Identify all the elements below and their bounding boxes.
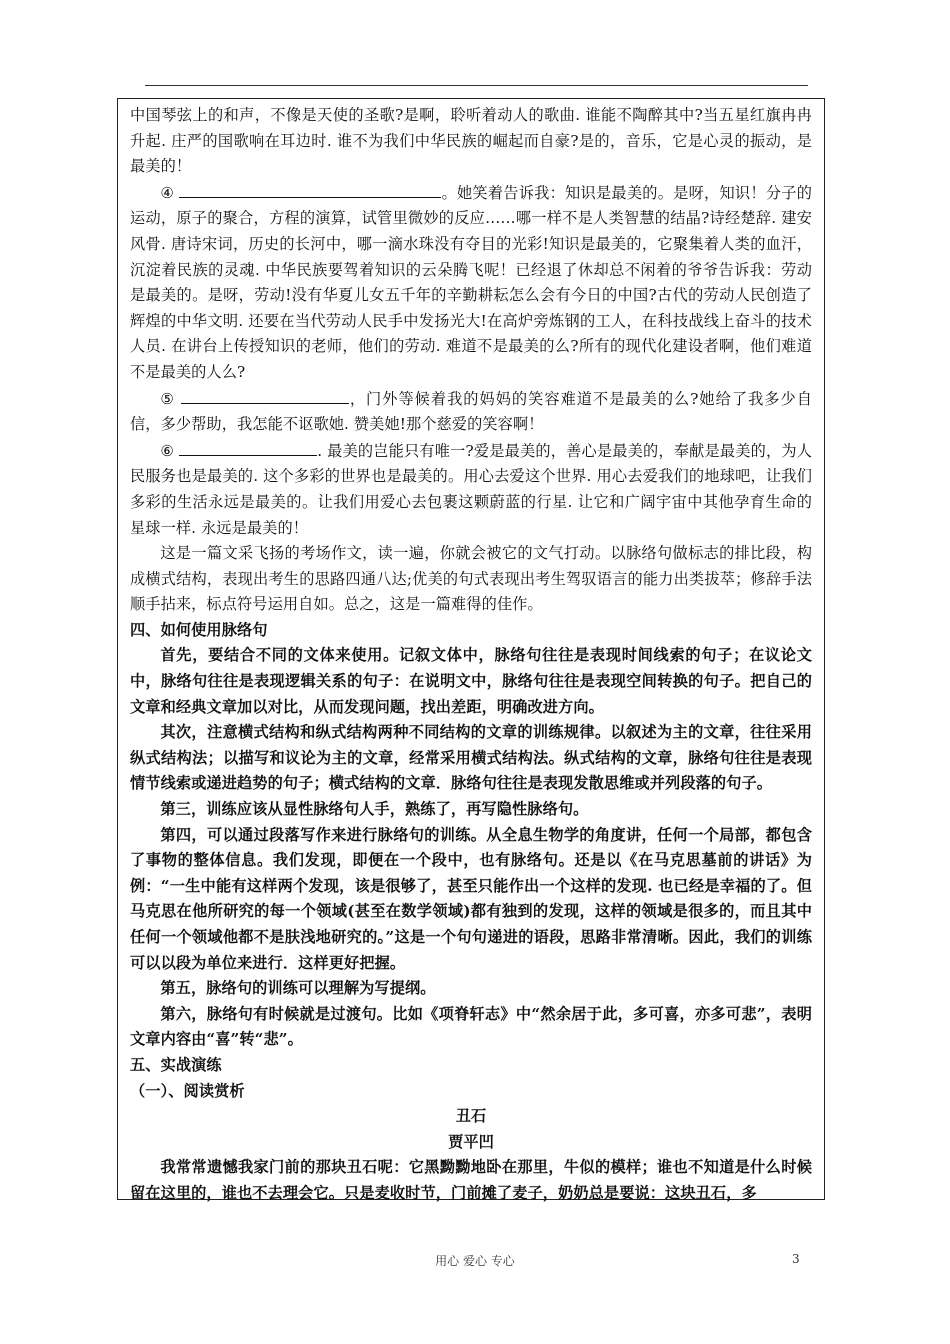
section-4-point-1: 首先，要结合不同的文体来使用。记叙文体中，脉络句往往是表现时间线索的句子；在议论文中，脉络句往往是表现逻辑关系的句子：在说明文中，脉络句往往是表现空间转换的句子。把自己的文章和经典文章加以对比，从而发现问题，找出差距，明确改进方向。 [130, 646, 812, 716]
item-number-4: ④ [160, 183, 175, 202]
section-4-point-4: 第四，可以通过段落写作来进行脉络句的训练。从全息生物学的角度讲，任何一个局部，都包含了事物的整体信息。我们发现，即便在一个段中，也有脉络句。还是以《在马克思墓前的讲话》为例：“一生中能有这样两个发现，该是很够了，甚至只能作出一个这样的发现. 也已经是幸福的了。但马克思在他所研究的每一个领域(甚至在数学领域)都有独到的发现，这样的领域是很多的，而且其中任何一个领域他都不是肤浅地研究的。”这是一个句句递进的语段，思路非常清晰。因此，我们的训练可以以段为单位来进行．这样更好把握。 [130, 825, 812, 972]
section-5-subheading: （一）、阅读赏析 [130, 1081, 245, 1100]
answer-blank-6[interactable] [179, 438, 317, 456]
section-4-point-5: 第五，脉络句的训练可以理解为写提纲。 [160, 979, 436, 998]
paragraph-knowledge-text: 。她笑着告诉我：知识是最美的。是呀，知识！分子的运动，原子的聚合，方程的演算，试管里微妙的反应……哪一样不是人类智慧的结晶?诗经楚辞. 建安风骨. 唐诗宋词，历史的长河中，哪一滴水珠没有夺目的光彩!知识是最美的，它聚集着人类的血汗，沉淀着民族的灵魂. 中华民族要驾着知识的云朵腾飞呢！已经退了休却总不闲着的爷爷告诉我：劳动是最美的。是呀，劳动!没有华夏儿女五千年的辛勤耕耘怎么会有今日的中国?古代的劳动人民创造了辉煌的中华文明. 还要在当代劳动人民手中发扬光大!在高炉旁炼钢的工人，在科技战线上奋斗的技术人员. 在讲台上传授知识的老师，他们的劳动. 难道不是最美的么?所有的现代化建设者啊，他们难道不是最美的人么? [130, 183, 812, 381]
content-frame [117, 98, 825, 1200]
section-4-heading: 四、如何使用脉络句 [130, 620, 268, 639]
article-title: 丑石 [455, 1107, 487, 1126]
paragraph-love [130, 438, 812, 541]
item-number-5: ⑤ [160, 389, 176, 408]
header-rule [145, 85, 808, 86]
paragraph-knowledge [130, 180, 812, 386]
answer-blank-4[interactable] [179, 180, 441, 198]
paragraph-music: 中国琴弦上的和声，不像是天使的圣歌?是啊，聆听着动人的歌曲. 谁能不陶醉其中?当五星红旗冉冉升起. 庄严的国歌响在耳边时. 谁不为我们中华民族的崛起而自豪?是的，音乐，它是心灵的振动，是最美的！ [130, 106, 812, 176]
answer-blank-5[interactable] [181, 386, 349, 404]
footer-slogan: 用心 爱心 专心 [435, 1254, 515, 1268]
section-4-point-2: 其次，注意横式结构和纵式结构两种不同结构的文章的训练规律。以叙述为主的文章，往往采用纵式结构法；以描写和议论为主的文章，经常采用横式结构法。纵式结构的文章，脉络句往往是表现情节线索或递进趋势的句子；横式结构的文章．脉络句往往是表现发散思维或并列段落的句子。 [130, 723, 812, 793]
section-5-heading: 五、实战演练 [130, 1055, 222, 1074]
section-4-point-3: 第三，训练应该从显性脉络句人手，熟练了，再写隐性脉络句。 [160, 800, 589, 819]
paragraph-comment: 这是一篇文采飞扬的考场作文，读一遍，你就会被它的文气打动。以脉络句做标志的排比段，构成横式结构，表现出考生的思路四通八达;优美的句式表现出考生驾驭语言的能力出类拔萃；修辞手法顺手拈来，标点符号运用自如。总之，这是一篇难得的佳作。 [130, 544, 812, 614]
item-number-6: ⑥ [160, 441, 175, 460]
section-4-point-6: 第六，脉络句有时候就是过渡句。比如《项脊轩志》中“然余居于此，多可喜，亦多可悲”，表明文章内容由“喜”转“悲”。 [130, 1004, 812, 1049]
article-author: 贾平凹 [448, 1132, 494, 1151]
paragraph-mother [130, 386, 812, 438]
document-body [130, 103, 812, 1207]
page-number: 3 [792, 1252, 800, 1266]
article-text: 我常常遗憾我家门前的那块丑石呢：它黑黝黝地卧在那里，牛似的模样；谁也不知道是什么时候留在这里的，谁也不去理会它。只是麦收时节，门前摊了麦子，奶奶总是要说：这块丑石，多 [130, 1158, 812, 1202]
paragraph-love-text: . 最美的岂能只有唯一?爱是最美的，善心是最美的，奉献是最美的，为人民服务也是最美的. 这个多彩的世界也是最美的。用心去爱这个世界. 用心去爱我们的地球吧，让我们多彩的生活永远是最美的。让我们用爱心去包裹这颗蔚蓝的行星. 让它和广阔宇宙中其他孕育生命的星球一样. 永远是最美的！ [130, 441, 812, 537]
paragraph-mother-text: ，门外等候着我的妈妈的笑容难道不是最美的么?她给了我多少自信，多少帮助，我怎能不讴歌她. 赞美她!那个慈爱的笑容啊！ [130, 389, 812, 434]
